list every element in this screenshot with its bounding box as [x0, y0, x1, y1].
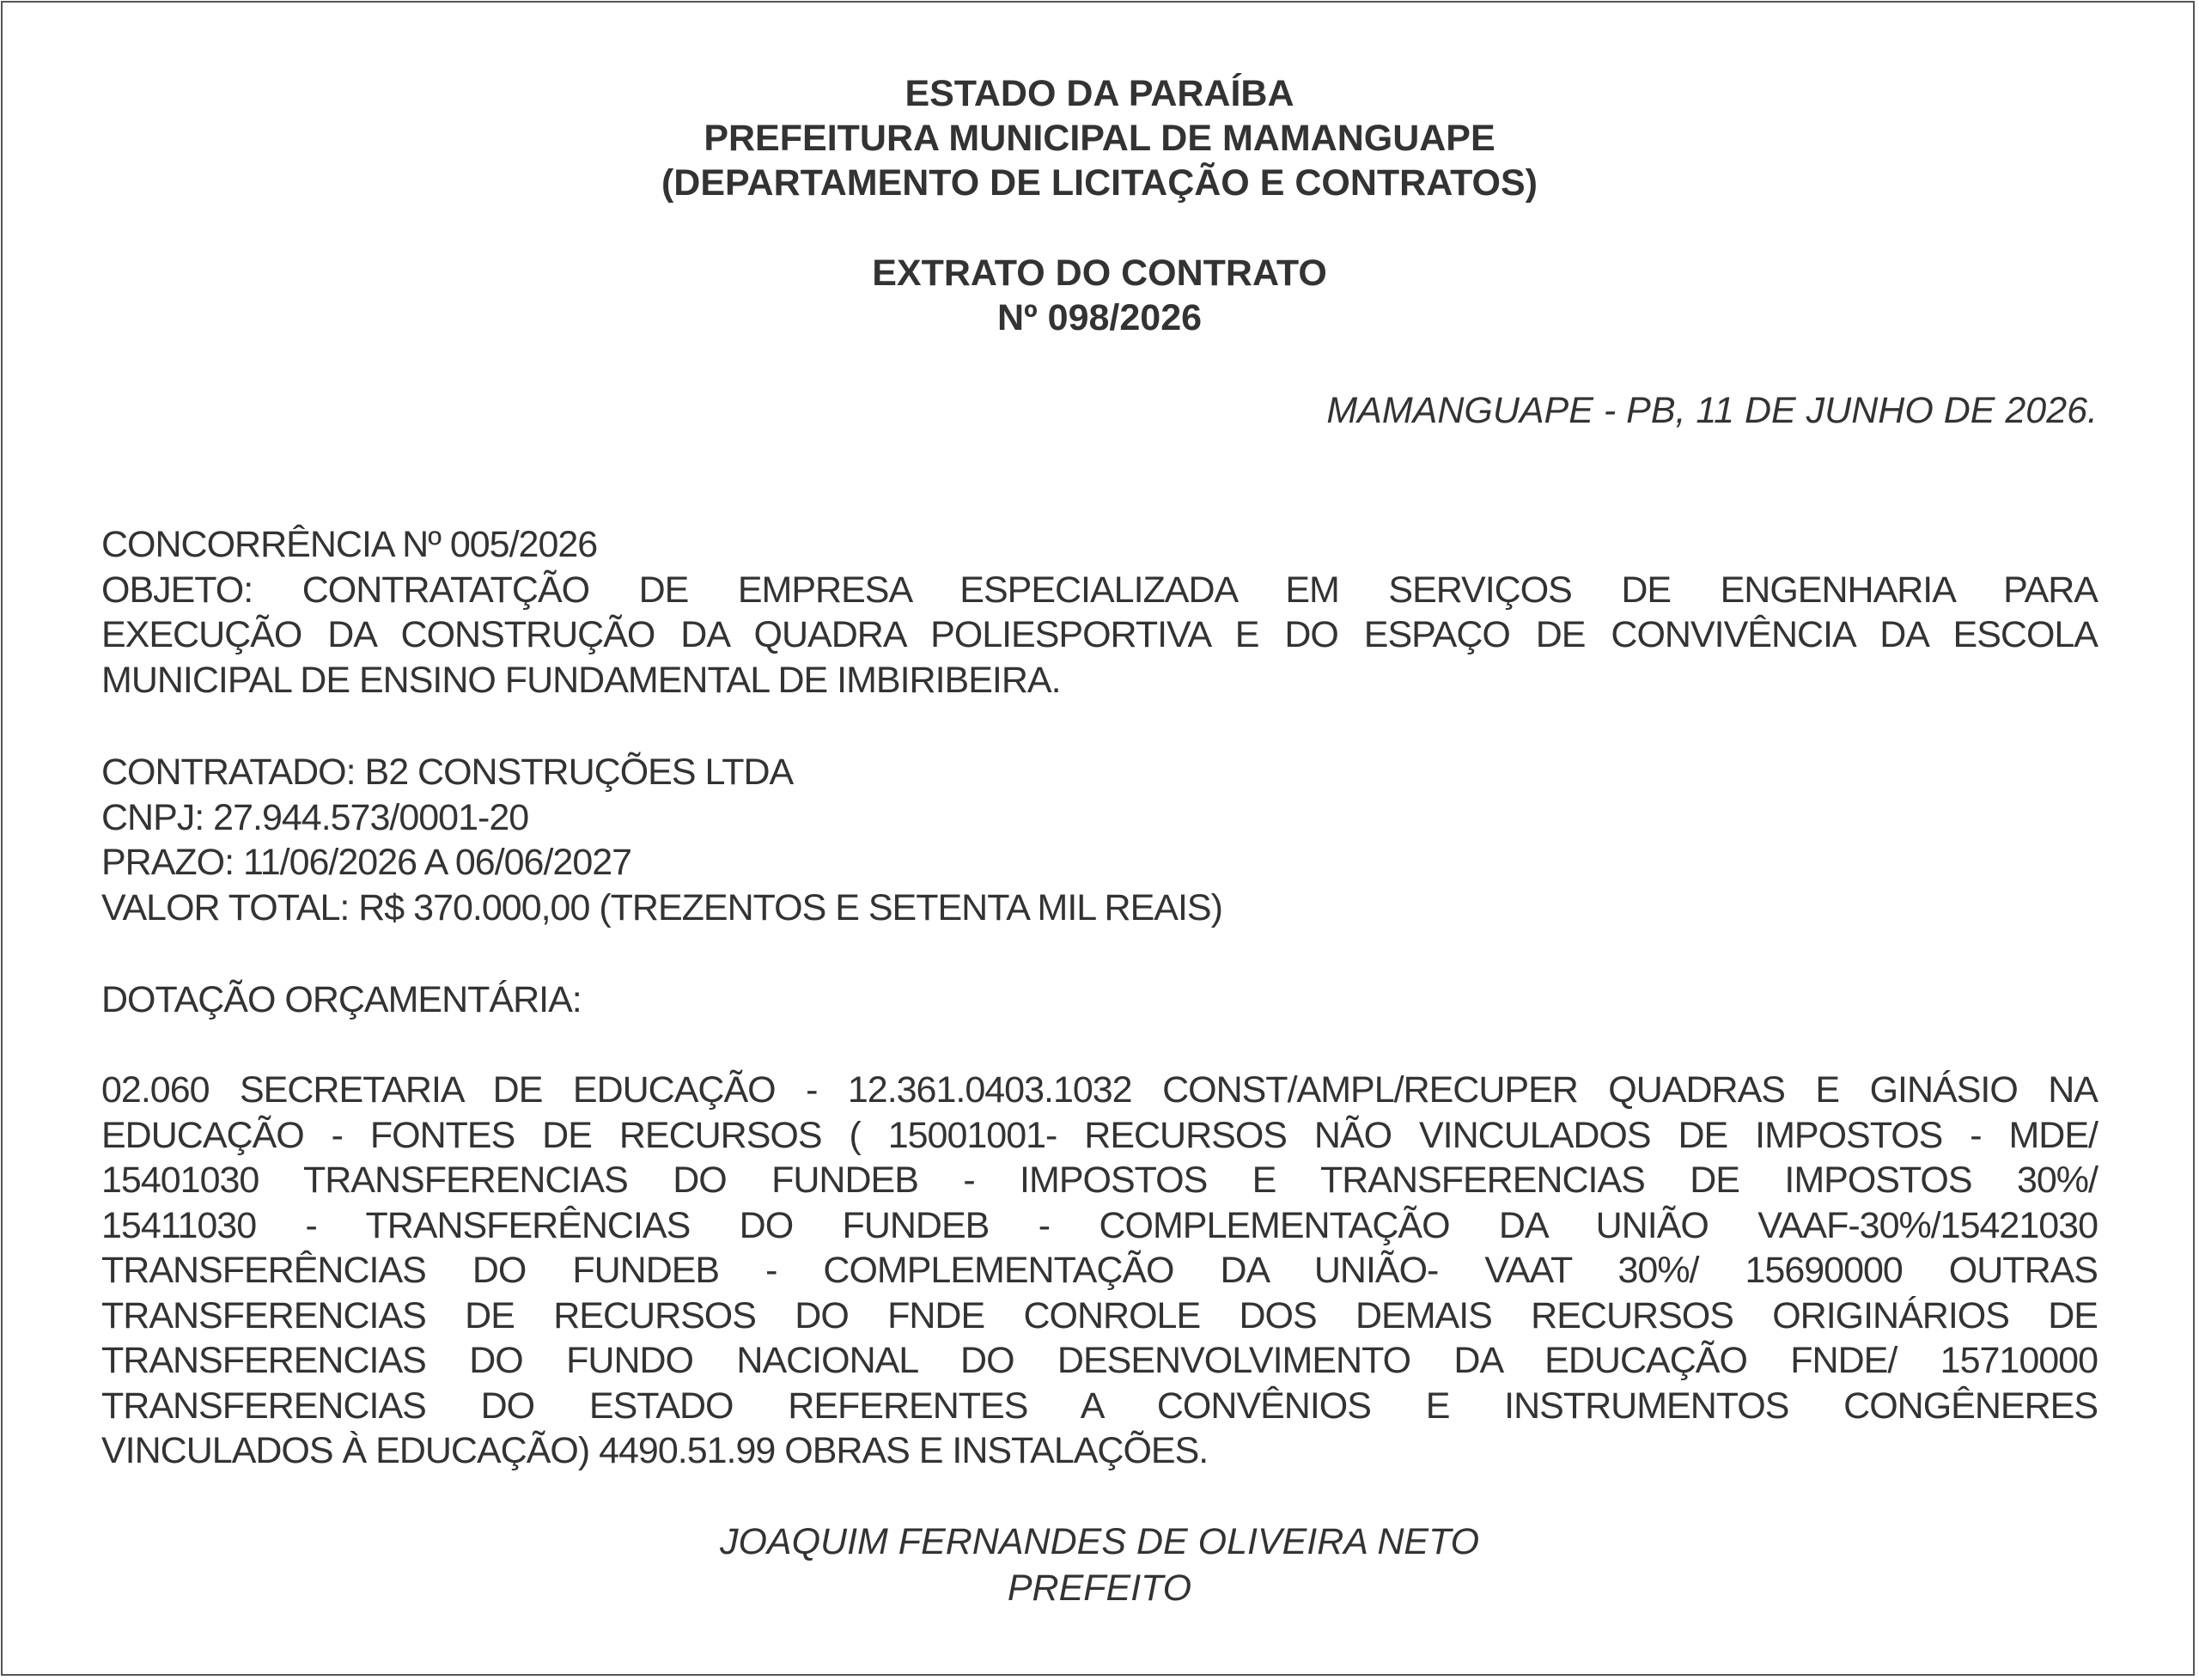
prazo-line: PRAZO: 11/06/2026 A 06/06/2027	[101, 842, 632, 883]
signature-block	[0, 1519, 2199, 1611]
signatory-role: PREFEITO	[1007, 1567, 1192, 1609]
contract-number: Nº 098/2026	[996, 297, 1203, 338]
objeto-line: EXECUÇÃO DA CONSTRUÇÃO DA QUADRA POLIESPORTIVA E DO ESPAÇO DE CONVIVÊNCIA DA ESCOLA	[101, 614, 2098, 655]
objeto-line: MUNICIPAL DE ENSINO FUNDAMENTAL DE IMBIRIBEIRA.	[101, 659, 1061, 701]
budget-line: TRANSFERENCIAS DO FUNDO NACIONAL DO DESENVOLVIMENTO DA EDUCAÇÃO FNDE/ 15710000	[101, 1340, 2098, 1381]
contract-section	[101, 750, 2098, 930]
budget-line: 02.060 SECRETARIA DE EDUCAÇÃO - 12.361.0403.1032 CONST/AMPL/RECUPER QUADRAS E GINÁSIO NA	[101, 1069, 2098, 1111]
document-title: EXTRATO DO CONTRATO	[872, 253, 1327, 294]
document-title-block	[0, 251, 2199, 340]
budget-line: EDUCAÇÃO - FONTES DE RECURSOS ( 15001001- RECURSOS NÃO VINCULADOS DE IMPOSTOS - MDE/	[101, 1114, 2098, 1156]
budget-line: TRANSFERÊNCIAS DO FUNDEB - COMPLEMENTAÇÃO DA UNIÃO- VAAT 30%/ 15690000 OUTRAS	[101, 1250, 2098, 1291]
budget-line: TRANSFERENCIAS DO ESTADO REFERENTES A CONVÊNIOS E INSTRUMENTOS CONGÊNERES	[101, 1385, 2098, 1427]
date-line: MAMANGUAPE - PB, 11 DE JUNHO DE 2026.	[1326, 390, 2098, 431]
tender-section	[101, 522, 2098, 703]
budget-line: TRANSFERENCIAS DE RECURSOS DO FNDE CONROLE DOS DEMAIS RECURSOS ORIGINÁRIOS DE	[101, 1294, 2098, 1336]
document-header	[0, 71, 2199, 205]
budget-section	[101, 1068, 2098, 1474]
valor-line: VALOR TOTAL: R$ 370.000,00 (TREZENTOS E SETENTA MIL REAIS)	[101, 886, 1222, 928]
municipality-name: PREFEITURA MUNICIPAL DE MAMANGUAPE	[704, 118, 1495, 159]
cnpj-line: CNPJ: 27.944.573/0001-20	[101, 796, 529, 838]
budget-line: 15411030 - TRANSFERÊNCIAS DO FUNDEB - COMPLEMENTAÇÃO DA UNIÃO VAAF-30%/15421030	[101, 1204, 2098, 1246]
state-name: ESTADO DA PARAÍBA	[905, 73, 1294, 114]
budget-heading-section	[101, 977, 2098, 1023]
budget-line: 15401030 TRANSFERENCIAS DO FUNDEB - IMPOSTOS E TRANSFERENCIAS DE IMPOSTOS 30%/	[101, 1160, 2098, 1201]
objeto-line: OBJETO: CONTRATATÇÃO DE EMPRESA ESPECIALIZADA EM SERVIÇOS DE ENGENHARIA PARA	[101, 569, 2098, 611]
budget-heading: DOTAÇÃO ORÇAMENTÁRIA:	[101, 979, 582, 1020]
signatory-name: JOAQUIM FERNANDES DE OLIVEIRA NETO	[719, 1521, 1480, 1562]
budget-line: VINCULADOS À EDUCAÇÃO) 4490.51.99 OBRAS E INSTALAÇÕES.	[101, 1430, 1209, 1471]
department-name: (DEPARTAMENTO DE LICITAÇÃO E CONTRATOS)	[661, 162, 1538, 204]
concorrencia-line: CONCORRÊNCIA Nº 005/2026	[101, 524, 598, 565]
contratado-line: CONTRATADO: B2 CONSTRUÇÕES LTDA	[101, 752, 794, 793]
